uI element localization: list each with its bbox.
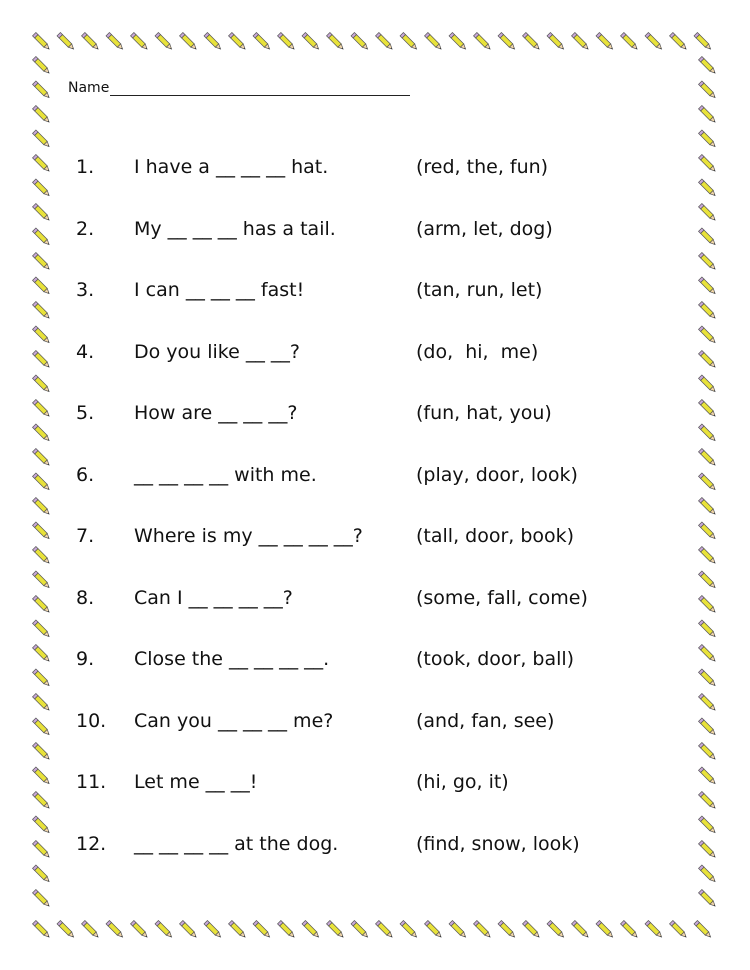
pencil-icon <box>572 33 590 51</box>
question-number: 5. <box>76 402 95 424</box>
pencil-icon <box>621 921 639 939</box>
question-number: 1. <box>76 156 95 178</box>
question-sentence: Close the __ __ __ __. <box>134 648 330 670</box>
pencil-icon <box>106 921 124 939</box>
question-sentence: How are __ __ __? <box>134 402 298 424</box>
question-row <box>0 827 750 861</box>
pencil-icon <box>33 743 51 761</box>
pencil-icon <box>645 33 663 51</box>
pencil-icon <box>425 33 443 51</box>
question-options: (took, door, ball) <box>416 648 575 670</box>
pencil-icon <box>425 921 443 939</box>
pencil-icon <box>351 921 369 939</box>
pencil-icon <box>699 890 717 908</box>
name-underline <box>110 81 410 96</box>
question-sentence: __ __ __ __ with me. <box>134 463 317 486</box>
question-options: (fun, hat, you) <box>416 402 552 424</box>
pencil-icon <box>33 106 51 124</box>
pencil-icon <box>155 33 173 51</box>
pencil-icon <box>253 921 271 939</box>
pencil-icon <box>33 865 51 883</box>
question-sentence: I have a __ __ __ hat. <box>134 156 329 178</box>
question-number: 3. <box>76 279 95 301</box>
question-row <box>0 765 750 799</box>
question-row <box>0 704 750 738</box>
pencil-icon <box>572 921 590 939</box>
pencil-icon <box>523 33 541 51</box>
pencil-icon <box>400 921 418 939</box>
question-sentence: Do you like __ __? <box>134 340 300 363</box>
question-options: (do, hi, me) <box>416 340 539 363</box>
question-row <box>0 519 750 553</box>
pencil-icon <box>33 921 51 939</box>
pencil-icon <box>155 921 173 939</box>
pencil-icon <box>278 921 296 939</box>
question-options: (play, door, look) <box>416 463 578 486</box>
question-options: (tall, door, book) <box>416 525 575 547</box>
question-sentence: Where is my __ __ __ __? <box>134 525 363 547</box>
pencil-icon <box>699 57 717 75</box>
pencil-icon <box>699 375 717 393</box>
pencil-icon <box>699 106 717 124</box>
pencil-icon <box>33 620 51 638</box>
question-number: 7. <box>76 525 95 547</box>
pencil-icon <box>498 921 516 939</box>
pencil-icon <box>694 33 712 51</box>
pencil-icon <box>253 33 271 51</box>
question-number: 9. <box>76 648 95 670</box>
question-options: (tan, run, let) <box>416 279 543 301</box>
question-number: 2. <box>76 217 95 240</box>
pencil-icon <box>33 81 51 99</box>
pencil-icon <box>474 921 492 939</box>
pencil-icon <box>327 921 345 939</box>
pencil-icon <box>376 921 394 939</box>
pencil-icon <box>33 57 51 75</box>
question-sentence: I can __ __ __ fast! <box>134 279 305 301</box>
question-row <box>0 581 750 615</box>
pencil-icon <box>33 130 51 148</box>
pencil-icon <box>474 33 492 51</box>
pencil-icon <box>699 865 717 883</box>
pencil-icon <box>180 33 198 51</box>
question-options: (hi, go, it) <box>416 771 509 793</box>
pencil-icon <box>302 33 320 51</box>
pencil-icon <box>523 921 541 939</box>
pencil-icon <box>596 921 614 939</box>
pencil-icon <box>699 253 717 271</box>
pencil-icon <box>57 33 75 51</box>
pencil-icon <box>131 921 149 939</box>
pencil-icon <box>82 921 100 939</box>
question-options: (red, the, fun) <box>416 156 549 178</box>
pencil-icon <box>204 921 222 939</box>
pencil-icon <box>229 921 247 939</box>
question-row <box>0 458 750 492</box>
pencil-icon <box>33 375 51 393</box>
pencil-icon <box>327 33 345 51</box>
question-number: 6. <box>76 463 95 486</box>
pencil-icon <box>204 33 222 51</box>
pencil-icon <box>351 33 369 51</box>
pencil-icon <box>106 33 124 51</box>
question-row <box>0 642 750 676</box>
pencil-icon <box>621 33 639 51</box>
question-options: (and, fan, see) <box>416 709 555 732</box>
pencil-icon <box>82 33 100 51</box>
question-options: (find, snow, look) <box>416 832 580 855</box>
question-row <box>0 212 750 246</box>
pencil-icon <box>180 921 198 939</box>
pencil-icon <box>699 81 717 99</box>
question-number: 8. <box>76 586 95 609</box>
pencil-icon <box>229 33 247 51</box>
pencil-icon <box>33 253 51 271</box>
pencil-icon <box>694 921 712 939</box>
question-sentence: Can I __ __ __ __? <box>134 586 293 609</box>
pencil-icon <box>33 33 51 51</box>
pencil-icon <box>302 921 320 939</box>
pencil-icon <box>670 33 688 51</box>
question-number: 11. <box>76 771 107 793</box>
question-row <box>0 335 750 369</box>
pencil-icon <box>278 33 296 51</box>
question-sentence: Can you __ __ __ me? <box>134 709 334 732</box>
question-number: 10. <box>76 709 107 732</box>
question-row <box>0 150 750 184</box>
pencil-icon <box>498 33 516 51</box>
name-field <box>68 80 410 96</box>
question-options: (arm, let, dog) <box>416 217 553 240</box>
pencil-icon <box>596 33 614 51</box>
pencil-icon <box>33 890 51 908</box>
question-sentence: __ __ __ __ at the dog. <box>134 832 339 855</box>
name-label: Name <box>68 80 110 96</box>
question-sentence: My __ __ __ has a tail. <box>134 217 336 240</box>
pencil-icon <box>547 921 565 939</box>
pencil-icon <box>699 130 717 148</box>
pencil-icon <box>376 33 394 51</box>
pencil-icon <box>699 743 717 761</box>
pencil-icon <box>57 921 75 939</box>
question-row <box>0 273 750 307</box>
pencil-icon <box>449 33 467 51</box>
pencil-icon <box>449 921 467 939</box>
pencil-icon <box>131 33 149 51</box>
pencil-icon <box>670 921 688 939</box>
question-options: (some, fall, come) <box>416 586 588 609</box>
question-sentence: Let me __ __! <box>134 771 258 793</box>
question-number: 4. <box>76 340 95 363</box>
question-number: 12. <box>76 832 107 855</box>
question-row <box>0 396 750 430</box>
pencil-icon <box>33 498 51 516</box>
pencil-icon <box>400 33 418 51</box>
pencil-icon <box>645 921 663 939</box>
pencil-icon <box>547 33 565 51</box>
pencil-icon <box>699 620 717 638</box>
pencil-icon <box>699 498 717 516</box>
